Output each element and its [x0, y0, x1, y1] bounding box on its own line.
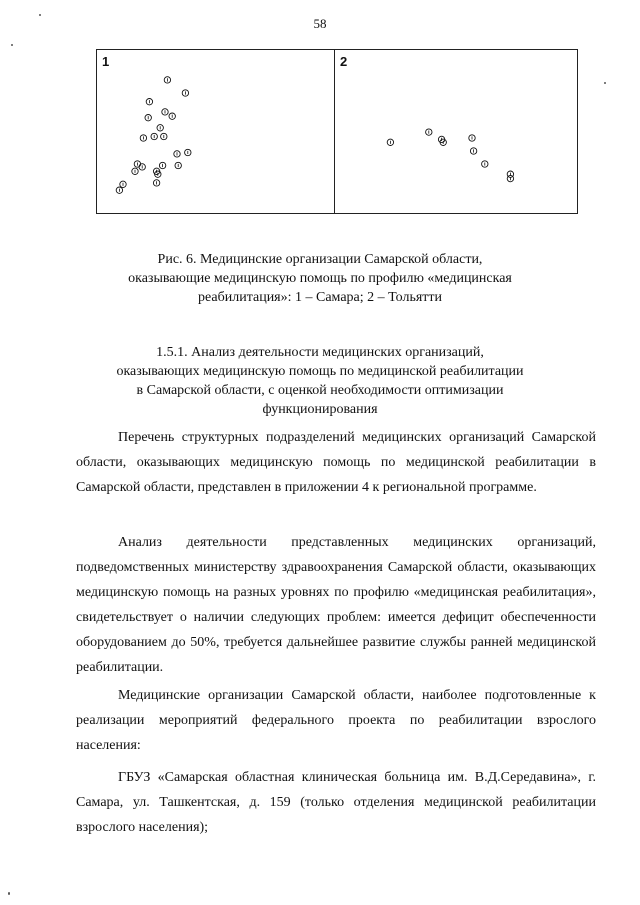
heading-line-2: оказывающих медицинскую помощь по медицинской реабилитации: [116, 364, 524, 379]
map-marker-1: [169, 113, 175, 119]
map-marker-2: [482, 161, 488, 167]
page-number: 58: [313, 16, 327, 31]
panel-label-1: 1: [102, 54, 110, 69]
heading-line-4: функционирования: [262, 402, 378, 417]
map-marker-1: [134, 161, 140, 167]
map-marker-1: [146, 99, 152, 105]
map-marker-2: [507, 171, 513, 177]
map-marker-1: [151, 133, 157, 139]
map-marker-2: [387, 139, 393, 145]
figure-caption: [110, 250, 530, 307]
paragraph-1: Перечень структурных подразделений медицинских организаций Самарской области, оказывающих медицинскую помощь по медицинской реабилитации в Самарской области, представлен в приложении 4 к региональной программе.: [76, 430, 596, 495]
heading-line-1: 1.5.1. Анализ деятельности медицинских организаций,: [156, 345, 484, 360]
map-marker-1: [139, 164, 145, 170]
map-marker-1: [161, 133, 167, 139]
map-marker-2: [470, 148, 476, 154]
section-heading: [95, 343, 545, 419]
map-marker-2: [426, 129, 432, 135]
map-marker-1: [185, 149, 191, 155]
scan-speck: [39, 14, 41, 16]
map-marker-1: [182, 90, 188, 96]
map-marker-1: [164, 77, 170, 83]
scan-speck: [11, 44, 13, 46]
map-marker-1: [175, 162, 181, 168]
map-marker-1: [157, 125, 163, 131]
scan-speck: [604, 82, 606, 84]
map-marker-1: [140, 135, 146, 141]
paragraph-4: ГБУЗ «Самарская областная клиническая больница им. В.Д.Середавина», г. Самара, ул. Ташкентская, д. 159 (только отделения медицинской реабилитации взрослого населения);: [76, 770, 596, 835]
paragraph-3: Медицинские организации Самарской области, наиболее подготовленные к реализации мероприятий федерального проекта по реабилитации взрослого населения:: [76, 688, 596, 753]
caption-line-2: оказывающие медицинскую помощь по профилю «медицинская: [128, 271, 512, 286]
caption-line-1: Рис. 6. Медицинские организации Самарской области,: [157, 252, 483, 267]
map-marker-1: [116, 187, 122, 193]
paragraph-2: Анализ деятельности представленных медицинских организаций, подведомственных министерству здравоохранения Самарской области, оказывающих медицинскую помощь на разных уровнях по профилю «медицинская реабилитация», свидетельствует о наличии следующих проблем: имеется дефицит обеспеченности оборудованием до 50%, требуется дальнейшее развитие службы ранней медицинской реабилитации.: [76, 535, 596, 675]
map-marker-1: [120, 181, 126, 187]
map-marker-1: [159, 162, 165, 168]
figure-maps: [96, 49, 578, 214]
panel-label-2: 2: [340, 54, 348, 69]
map-marker-1: [145, 115, 151, 121]
map-marker-1: [132, 168, 138, 174]
map-marker-1: [153, 180, 159, 186]
map-marker-1: [174, 151, 180, 157]
heading-line-3: в Самарской области, с оценкой необходимости оптимизации: [136, 383, 504, 398]
map-marker-1: [162, 109, 168, 115]
caption-line-3: реабилитация»: 1 – Самара; 2 – Тольятти: [198, 290, 442, 305]
map-scatter-svg: [97, 50, 579, 215]
map-marker-2: [469, 135, 475, 141]
scan-speck: [8, 892, 10, 895]
